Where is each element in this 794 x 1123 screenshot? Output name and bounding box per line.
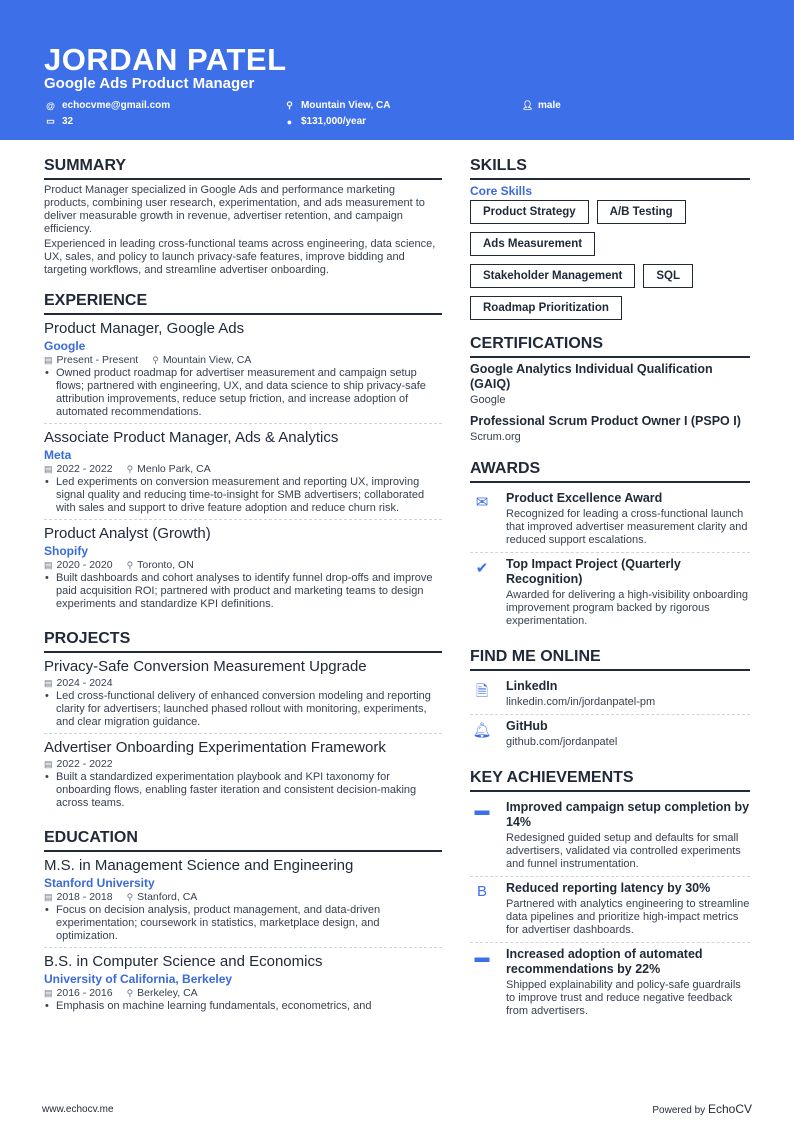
- item-title: Top Impact Project (Quarterly Recognition): [506, 557, 681, 586]
- item-title: Product Excellence Award: [506, 491, 663, 505]
- item-description: Shipped explainability and policy-safe guardrails to improve trust and reduce negative feedback from advertisers.: [506, 979, 741, 1017]
- calendar-icon: ▤: [44, 464, 53, 474]
- cert-name: Google Analytics Individual Qualification (GAIQ): [470, 362, 713, 391]
- location-text: Mountain View, CA: [162, 354, 252, 366]
- entry-organization: Stanford University: [44, 876, 155, 890]
- item-title: Improved campaign setup completion by 14%: [506, 800, 750, 829]
- salary-text: $131,000/year: [301, 116, 367, 127]
- skill-tag: Roadmap Prioritization: [470, 296, 622, 320]
- contact-salary: [285, 116, 366, 127]
- entry-organization: Meta: [44, 448, 72, 462]
- online-section: [470, 647, 750, 754]
- contact-gender: [522, 100, 561, 111]
- map-pin-icon: ⚲: [126, 988, 134, 998]
- achievements-section: [470, 768, 750, 1023]
- certification: [470, 414, 750, 445]
- powered-prefix: Powered by: [652, 1105, 706, 1116]
- entry-title: Associate Product Manager, Ads & Analytics: [44, 429, 339, 446]
- entry-meta: [44, 354, 442, 367]
- entry: [44, 738, 442, 814]
- entry-dates: [44, 677, 113, 690]
- entry-title: Advertiser Onboarding Experimentation Framework: [44, 739, 386, 756]
- skills-section: [470, 156, 750, 320]
- at-icon: @: [46, 100, 55, 111]
- experience-section: [44, 291, 442, 615]
- dates-text: 2016 - 2016: [56, 987, 113, 999]
- entry-dates: [44, 891, 113, 904]
- entry-bullets: [44, 690, 442, 729]
- map-pin-icon: ⚲: [126, 464, 134, 474]
- dates-text: 2022 - 2022: [56, 463, 113, 475]
- skill-tag: SQL: [643, 264, 693, 288]
- entry-title: M.S. in Management Science and Engineering: [44, 857, 354, 874]
- projects-section: [44, 629, 442, 814]
- list-item: [470, 553, 750, 633]
- entry-location: [127, 987, 198, 1000]
- archive-icon: ▬: [474, 802, 490, 819]
- item-description: Awarded for delivering a high-visibility onboarding improvement program backed by rigorous experimentation.: [506, 589, 748, 627]
- item-title: GitHub: [506, 719, 548, 733]
- skill-tag: Ads Measurement: [470, 232, 595, 256]
- archive-icon: ▬: [474, 949, 490, 966]
- cert-name: Professional Scrum Product Owner I (PSPO I): [470, 414, 741, 428]
- list-item: [470, 877, 750, 943]
- section-heading: KEY ACHIEVEMENTS: [470, 768, 750, 792]
- item-content: [506, 719, 617, 749]
- education-section: [44, 828, 442, 1017]
- entry-bullets: [44, 367, 442, 419]
- summary-paragraph: Product Manager specialized in Google Ads and performance marketing products, combining user research, experimentation, and ads measurement to deliver measurable growth in revenue, advertiser retention, and campaign efficiency.: [44, 184, 425, 235]
- powered-brand: EchoCV: [707, 1102, 752, 1116]
- entry: [44, 524, 442, 615]
- certification: [470, 362, 750, 408]
- gender-text: male: [538, 100, 561, 111]
- item-title: Reduced reporting latency by 30%: [506, 881, 711, 895]
- section-heading: EDUCATION: [44, 828, 442, 852]
- item-title: LinkedIn: [506, 679, 558, 693]
- section-heading: CERTIFICATIONS: [470, 334, 750, 358]
- entry-title: Privacy-Safe Conversion Measurement Upgrade: [44, 658, 367, 675]
- list-item: [470, 796, 750, 877]
- entry-meta: [44, 758, 442, 771]
- skill-tag: Product Strategy: [470, 200, 589, 224]
- calendar-icon: ▤: [44, 678, 53, 688]
- item-description: Recognized for leading a cross-functional launch that improved advertiser measurement clarity and reduced support escalations.: [506, 508, 748, 546]
- profile-link[interactable]: linkedin.com/in/jordanpatel-pm: [506, 696, 656, 708]
- item-content: [506, 947, 750, 1018]
- dollar-circle-icon: ●: [286, 116, 293, 127]
- location-text: Menlo Park, CA: [137, 463, 211, 475]
- entry-title: Product Manager, Google Ads: [44, 320, 245, 337]
- bold-b-icon: B: [476, 883, 487, 900]
- footer-website[interactable]: www.echocv.me: [42, 1104, 114, 1115]
- dates-text: 2018 - 2018: [56, 891, 113, 903]
- section-heading: SKILLS: [470, 156, 750, 180]
- item-content: [506, 800, 750, 871]
- bullet-item: • Led cross-functional delivery of enhanced conversion modeling and reporting clarity for advertisers; launched phased rollout with monitoring, experiments, and clear migration guidance.: [44, 690, 442, 729]
- profile-link[interactable]: github.com/jordanpatel: [506, 736, 618, 748]
- cert-issuer: Google: [470, 394, 506, 406]
- bullet-item: • Focus on decision analysis, product management, and data-driven experimentation; coursework in statistics, marketplace design, and optimization.: [44, 904, 442, 943]
- dates-text: 2024 - 2024: [56, 677, 113, 689]
- skill-tag: A/B Testing: [597, 200, 686, 224]
- section-heading: EXPERIENCE: [44, 291, 442, 315]
- entry: [44, 856, 442, 948]
- calendar-icon: ▭: [46, 116, 55, 126]
- entry-organization: University of California, Berkeley: [44, 972, 233, 986]
- entry-bullets: [44, 1000, 442, 1013]
- bullet-item: • Owned product roadmap for advertiser measurement and campaign setup flows; partnered with engineering, UX, and data science to ship privacy-safe attribution improvements, reduce setup friction, and increase adoption of automated recommendations.: [44, 367, 442, 419]
- entry: [44, 952, 442, 1017]
- entry: [44, 428, 442, 520]
- summary-section: [44, 156, 442, 277]
- entry-dates: [44, 463, 113, 476]
- bell-icon: 🔔︎: [472, 722, 492, 739]
- age-text: 32: [62, 116, 74, 127]
- entry-organization: Google: [44, 339, 86, 353]
- map-pin-icon: ⚲: [152, 355, 159, 365]
- skill-tags: [470, 200, 750, 320]
- dates-text: Present - Present: [56, 354, 139, 366]
- bullet-item: • Led experiments on conversion measurement and reporting UX, improving signal quality and reducing time-to-insight for SMB advertisers; collaborated with sales and support to drive feature adoption and reduce churn risk.: [44, 476, 442, 515]
- left-column: [44, 156, 442, 1046]
- location-text: Toronto, ON: [137, 559, 194, 571]
- entry-meta: [44, 463, 442, 476]
- entry-dates: [44, 758, 113, 771]
- dates-text: 2020 - 2020: [56, 559, 113, 571]
- entry-dates: [44, 559, 113, 572]
- calendar-icon: ▤: [44, 988, 53, 998]
- check-circle-icon: ✔: [475, 560, 489, 577]
- list-item: [470, 943, 750, 1023]
- contact-location: [285, 100, 390, 111]
- list-item: [470, 487, 750, 553]
- entry-meta: [44, 987, 442, 1000]
- map-pin-icon: ⚲: [126, 892, 134, 902]
- entry-location: [127, 891, 198, 904]
- calendar-icon: ▤: [44, 892, 53, 902]
- right-column: [470, 156, 750, 1037]
- map-pin-icon: ⚲: [286, 100, 293, 110]
- candidate-title: Google Ads Product Manager: [44, 75, 255, 92]
- entry-location: [127, 463, 211, 476]
- file-search-icon: 🗎︎: [475, 683, 489, 700]
- summary-paragraph: Experienced in leading cross-functional teams across engineering, data science, UX, sales, and policy to launch privacy-safe features, improve bidding and targeting workflows, and streamline advertiser onboarding.: [44, 238, 436, 276]
- entry-meta: [44, 891, 442, 904]
- item-description: Redesigned guided setup and defaults for small advertisers, validated via controlled experiments and funnel instrumentation.: [506, 832, 741, 870]
- section-heading: PROJECTS: [44, 629, 442, 653]
- user-icon: 👤︎: [522, 100, 534, 110]
- entry: [44, 319, 442, 424]
- section-heading: AWARDS: [470, 459, 750, 483]
- dates-text: 2022 - 2022: [56, 758, 113, 770]
- entry-meta: [44, 559, 442, 572]
- section-heading: FIND ME ONLINE: [470, 647, 750, 671]
- contact-email: [46, 100, 170, 111]
- item-content: [506, 491, 750, 547]
- item-content: [506, 881, 750, 937]
- entry-bullets: [44, 476, 442, 515]
- calendar-icon: ▤: [44, 759, 53, 769]
- entry-location: [127, 559, 194, 572]
- section-heading: SUMMARY: [44, 156, 442, 180]
- bullet-item: • Emphasis on machine learning fundamentals, econometrics, and: [44, 1000, 442, 1013]
- calendar-icon: ▤: [44, 560, 53, 570]
- entry-dates: [44, 987, 113, 1000]
- skills-subheading: Core Skills: [470, 184, 533, 198]
- item-title: Increased adoption of automated recommendations by 22%: [506, 947, 703, 976]
- entry-dates: [44, 354, 138, 367]
- bullet-item: • Built dashboards and cohort analyses to identify funnel drop-offs and improve paid acquisition ROI; partnered with product and marketing teams to design experiments and standardize KPI definitions.: [44, 572, 442, 611]
- candidate-name: JORDAN PATEL: [44, 42, 287, 77]
- entry-bullets: [44, 572, 442, 611]
- bullet-item: • Built a standardized experimentation playbook and KPI taxonomy for onboarding flows, enabling faster iteration and consistent decision-making across teams.: [44, 771, 442, 810]
- location-text: Berkeley, CA: [137, 987, 198, 999]
- item-content: [506, 679, 655, 709]
- footer-powered: [652, 1102, 752, 1116]
- list-item: [470, 715, 750, 754]
- entry-title: Product Analyst (Growth): [44, 525, 211, 542]
- entry-location: [152, 354, 251, 367]
- envelope-open-icon: ✉: [475, 494, 489, 511]
- item-description: Partnered with analytics engineering to streamline data pipelines and prioritize high-impact metrics for advertiser dashboards.: [506, 898, 750, 936]
- awards-section: [470, 459, 750, 633]
- calendar-icon: ▤: [44, 355, 53, 365]
- entry-title: B.S. in Computer Science and Economics: [44, 953, 323, 970]
- email-text: echocvme@gmail.com: [62, 100, 171, 111]
- entry-meta: [44, 677, 442, 690]
- entry-bullets: [44, 771, 442, 810]
- skill-tag: Stakeholder Management: [470, 264, 635, 288]
- map-pin-icon: ⚲: [126, 560, 134, 570]
- location-text: Mountain View, CA: [301, 100, 391, 111]
- entry-organization: Shopify: [44, 544, 88, 558]
- location-text: Stanford, CA: [137, 891, 198, 903]
- cert-issuer: Scrum.org: [470, 431, 521, 443]
- entry: [44, 657, 442, 734]
- resume-header: [0, 0, 794, 140]
- contact-age: [46, 116, 73, 127]
- entry-bullets: [44, 904, 442, 943]
- certifications-section: [470, 334, 750, 445]
- list-item: [470, 675, 750, 715]
- item-content: [506, 557, 750, 628]
